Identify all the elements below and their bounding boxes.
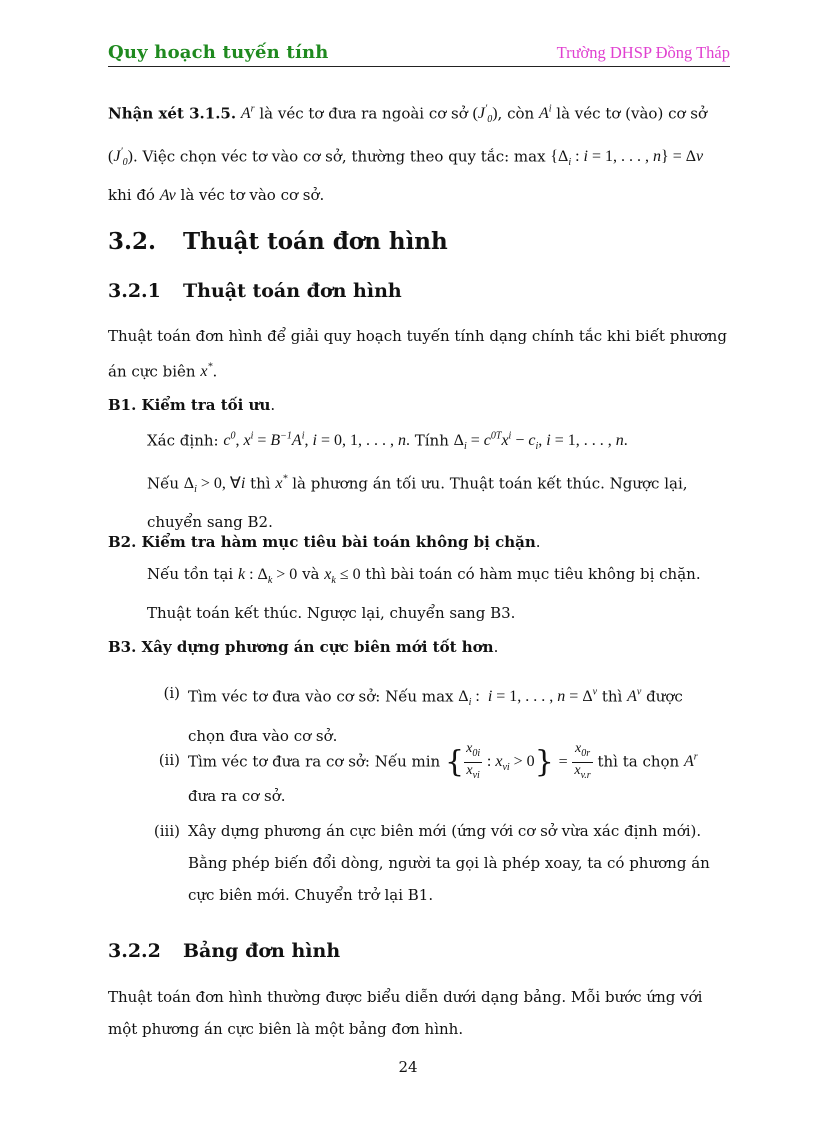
section-title: Thuật toán đơn hình	[183, 228, 448, 255]
remark-line-1: Nhận xét 3.1.5. $A^r$ là véc tơ đưa ra ngoài cơ sở $(J'_0)$, còn $A^i$ là véc tơ (vào) cơ sở	[108, 104, 707, 126]
subsection-title-1: Thuật toán đơn hình	[183, 280, 402, 302]
intro-paragraph: Thuật toán đơn hình để giải quy hoạch tuyến tính dạng chính tắc khi biết phương án cực biên x*.	[108, 327, 727, 381]
remark-label: Nhận xét 3.1.5.	[108, 104, 237, 123]
subsection-heading-2	[108, 940, 340, 962]
header-rule	[108, 66, 730, 67]
page-number: 24	[398, 1058, 418, 1076]
remark-line-3: khi đó Av là véc tơ vào cơ sở.	[108, 186, 325, 205]
remark-line-2: $(J'_0)$. Việc chọn véc tơ vào cơ sở, thường theo quy tắc: $\max \{\Delta_i$ : i = 1, . . . , n} = Δv	[108, 146, 704, 169]
item-ii-body: Tìm véc tơ đưa ra cơ sở: Nếu min { $\frac{x_{0i}}{x_{vi}}$ : $x_{vi} > 0$} = $\frac{x_{0r}}{x_{v.r}}$ thì ta chọn $A^r$ đưa ra cơ sở.	[188, 741, 698, 805]
subsection-number-1: 3.2.1	[108, 280, 161, 302]
section-heading	[108, 228, 448, 255]
item-iii-body: Xây dựng phương án cực biên mới (ứng với cơ sở vừa xác định mới). Bằng phép biến đổi dòng, người ta gọi là phép xoay, ta có phương án cực biên mới. Chuyển trở lại B1.	[188, 822, 710, 904]
section-number: 3.2.	[108, 228, 157, 255]
running-header-school: Trường DHSP Đồng Tháp	[556, 43, 730, 62]
item-iii-marker: (iii)	[153, 822, 180, 840]
step-b1-label: B1. Kiểm tra tối ưu.	[108, 396, 276, 414]
outro-paragraph: Thuật toán đơn hình thường được biểu diễn dưới dạng bảng. Mỗi bước ứng với một phương án cực biên là một bảng đơn hình.	[108, 988, 703, 1038]
subsection-number-2: 3.2.2	[108, 940, 161, 962]
item-i-body: Tìm véc tơ đưa vào cơ sở: Nếu $\max \Delta_i$ : i = 1, . . . , $n = \Delta^v$ thì $A^v$ được chọn đưa vào cơ sở.	[188, 687, 683, 745]
running-header-title: Quy hoạch tuyến tính	[108, 42, 329, 63]
item-ii-marker: (ii)	[158, 751, 180, 769]
step-b2-label: B2. Kiểm tra hàm mục tiêu bài toán không bị chặn.	[108, 533, 541, 551]
step-b1-body: Xác định: $c^0$, $x^i = B^{-1}A^i$, i = 0, 1, . . . , n. Tính $\Delta_i = c^{0T}x^i - c_i$, i = 1, . . . , n. Nếu $\Delta_i > 0$, ∀i thì x* là phương án tối ưu. Thuật toán kết thúc. Ngược lại, chuyển sang B2.	[147, 431, 688, 532]
step-b3-label: B3. Xây dựng phương án cực biên mới tốt hơn.	[108, 638, 499, 656]
subsection-title-2: Bảng đơn hình	[183, 940, 341, 962]
subsection-heading-1	[108, 280, 402, 302]
remark-paragraph	[108, 94, 730, 212]
step-b2-body: Nếu tồn tại k : $\Delta_k > 0$ và $x_k \le 0$ thì bài toán có hàm mục tiêu không bị chặn. Thuật toán kết thúc. Ngược lại, chuyển sang B3.	[147, 565, 701, 623]
item-i-marker: (i)	[163, 684, 180, 702]
